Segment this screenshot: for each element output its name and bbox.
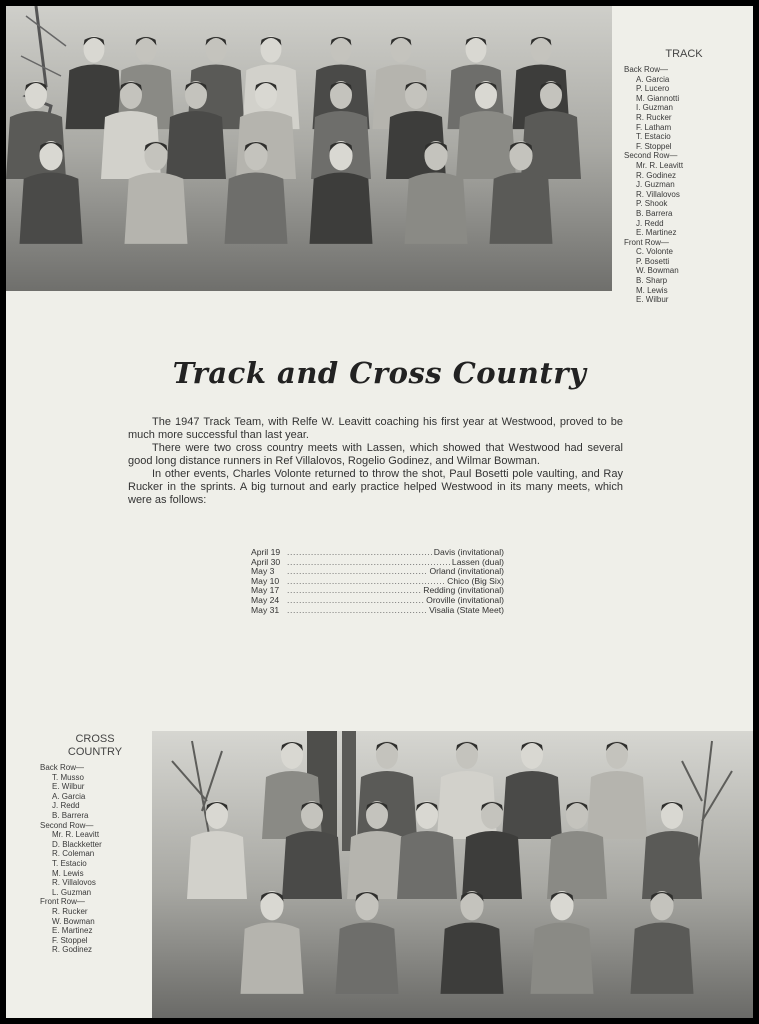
schedule-date: May 17 <box>251 585 280 596</box>
schedule-date: April 30 <box>251 556 281 567</box>
schedule-date: May 24 <box>251 594 280 605</box>
roster-name: R. Rucker <box>52 906 88 916</box>
person-body <box>631 923 694 994</box>
leader-dots <box>287 567 427 577</box>
article-paragraph: There were two cross country meets with Lassen, which showed that Westwood had several good long distance runners in Ref Villalovos, Rogelio Godinez, and Wilmar Bowman. <box>128 442 623 467</box>
person-body <box>502 771 562 839</box>
roster-name: M. Giannotti <box>636 93 680 103</box>
roster-name: F. Stoppel <box>52 935 88 945</box>
leader-dots <box>287 586 421 596</box>
roster-name: A. Garcia <box>52 791 86 801</box>
roster-name: E. Martinez <box>52 926 93 936</box>
roster-name: T. Musso <box>52 772 85 782</box>
schedule-date: May 3 <box>251 566 275 577</box>
schedule-row <box>251 606 504 616</box>
roster-name: L. Guzman <box>52 887 92 897</box>
person-body <box>282 831 342 899</box>
person-body <box>310 173 373 244</box>
roster-name: B. Barrera <box>52 810 89 820</box>
roster-name: A. Garcia <box>636 74 670 84</box>
roster-name: R. Godinez <box>636 170 677 180</box>
meet-schedule <box>251 548 504 615</box>
roster-title-line: COUNTRY <box>67 746 123 758</box>
schedule-event: Davis (invitational) <box>433 547 504 557</box>
roster-name: P. Lucero <box>636 84 670 94</box>
cross-country-team-photo <box>152 731 753 1018</box>
schedule-date: May 31 <box>251 604 280 615</box>
person-body <box>456 111 516 179</box>
leader-dots <box>287 548 432 558</box>
person-body <box>441 923 504 994</box>
leader-dots <box>287 596 424 606</box>
roster-name: E. Wilbur <box>52 782 85 792</box>
roster-name: R. Villalovos <box>52 878 96 888</box>
roster-name: B. Sharp <box>636 276 668 286</box>
person-body <box>405 173 468 244</box>
schedule-date: May 10 <box>251 575 280 586</box>
person-body <box>587 771 647 839</box>
schedule-date: April 19 <box>251 547 281 557</box>
track-team-photo-illustration <box>6 6 612 291</box>
roster-name: B. Barrera <box>636 208 673 218</box>
page-title: Track and Cross Country <box>172 356 587 390</box>
schedule-event: Oroville (invitational) <box>426 594 504 605</box>
roster-name: R. Godinez <box>52 945 93 955</box>
track-roster <box>624 48 744 305</box>
person-body <box>397 831 457 899</box>
roster-name: T. Estacio <box>636 132 671 142</box>
roster-name: R. Rucker <box>636 112 672 122</box>
schedule-event: Chico (Big Six) <box>447 575 504 586</box>
person-body <box>642 831 702 899</box>
roster-name: D. Blackketter <box>52 839 102 849</box>
roster-name: R. Villalovos <box>636 189 680 199</box>
roster-heading: Front Row— <box>40 897 85 907</box>
person-body <box>336 923 399 994</box>
schedule-event: Redding (invitational) <box>423 585 504 596</box>
article-paragraph: In other events, Charles Volonte returned to throw the shot, Paul Bosetti pole vaulting, and Ray Rucker in the sprints. A big turnout and early practice helped Westwood in its many meets, which were as follows: <box>128 468 623 506</box>
cross-country-roster-list <box>40 763 150 955</box>
roster-name: F. Latham <box>636 122 672 132</box>
person-body <box>241 923 304 994</box>
schedule-event: Orland (invitational) <box>429 566 504 577</box>
cross-country-roster-title <box>40 733 150 759</box>
cross-country-roster <box>40 733 150 955</box>
leader-dots <box>287 558 450 568</box>
roster-name: E. Martinez <box>636 228 677 238</box>
roster-name: J. Guzman <box>636 180 675 190</box>
track-roster-list <box>624 65 744 305</box>
roster-name: P. Bosetti <box>636 256 670 266</box>
roster-heading: Back Row— <box>624 65 669 74</box>
article-paragraph: The 1947 Track Team, with Relfe W. Leavitt coaching his first year at Westwood, proved to be much more successful than last year. <box>128 416 623 441</box>
roster-name: J. Redd <box>52 801 80 811</box>
person-body <box>531 923 594 994</box>
roster-heading: Back Row— <box>40 763 85 772</box>
cross-country-team-photo-illustration <box>152 731 753 1018</box>
person-body <box>20 173 83 244</box>
roster-heading: Second Row— <box>624 151 678 161</box>
roster-name: P. Shook <box>636 199 668 209</box>
roster-name: I. Guzman <box>636 103 673 113</box>
roster-title-line: CROSS <box>75 733 115 745</box>
schedule-event: Visalia (State Meet) <box>429 604 504 615</box>
roster-name: R. Coleman <box>52 849 95 859</box>
person-body <box>187 831 247 899</box>
roster-name: Mr. R. Leavitt <box>636 160 684 170</box>
leader-dots <box>287 606 427 616</box>
roster-heading: Second Row— <box>40 820 94 830</box>
person-body <box>225 173 288 244</box>
roster-name: J. Redd <box>636 218 664 228</box>
yearbook-page <box>6 6 753 1018</box>
roster-name: M. Lewis <box>52 868 84 878</box>
leader-dots <box>287 577 445 587</box>
roster-name: W. Bowman <box>52 916 95 926</box>
roster-name: Mr. R. Leavitt <box>52 830 100 840</box>
person-body <box>490 173 553 244</box>
schedule-event: Lassen (dual) <box>451 556 504 567</box>
track-team-photo <box>6 6 612 291</box>
track-roster-title: TRACK <box>665 48 703 60</box>
person-body <box>125 173 188 244</box>
roster-name: C. Volonte <box>636 247 673 257</box>
person-body <box>462 831 522 899</box>
roster-name: M. Lewis <box>636 285 668 295</box>
person-body <box>166 111 226 179</box>
roster-name: E. Wilbur <box>636 295 669 305</box>
roster-name: T. Estacio <box>52 858 87 868</box>
roster-heading: Front Row— <box>624 237 669 247</box>
roster-name: F. Stoppel <box>636 141 672 151</box>
article-body <box>128 416 623 507</box>
roster-name: W. Bowman <box>636 266 679 276</box>
person-body <box>547 831 607 899</box>
